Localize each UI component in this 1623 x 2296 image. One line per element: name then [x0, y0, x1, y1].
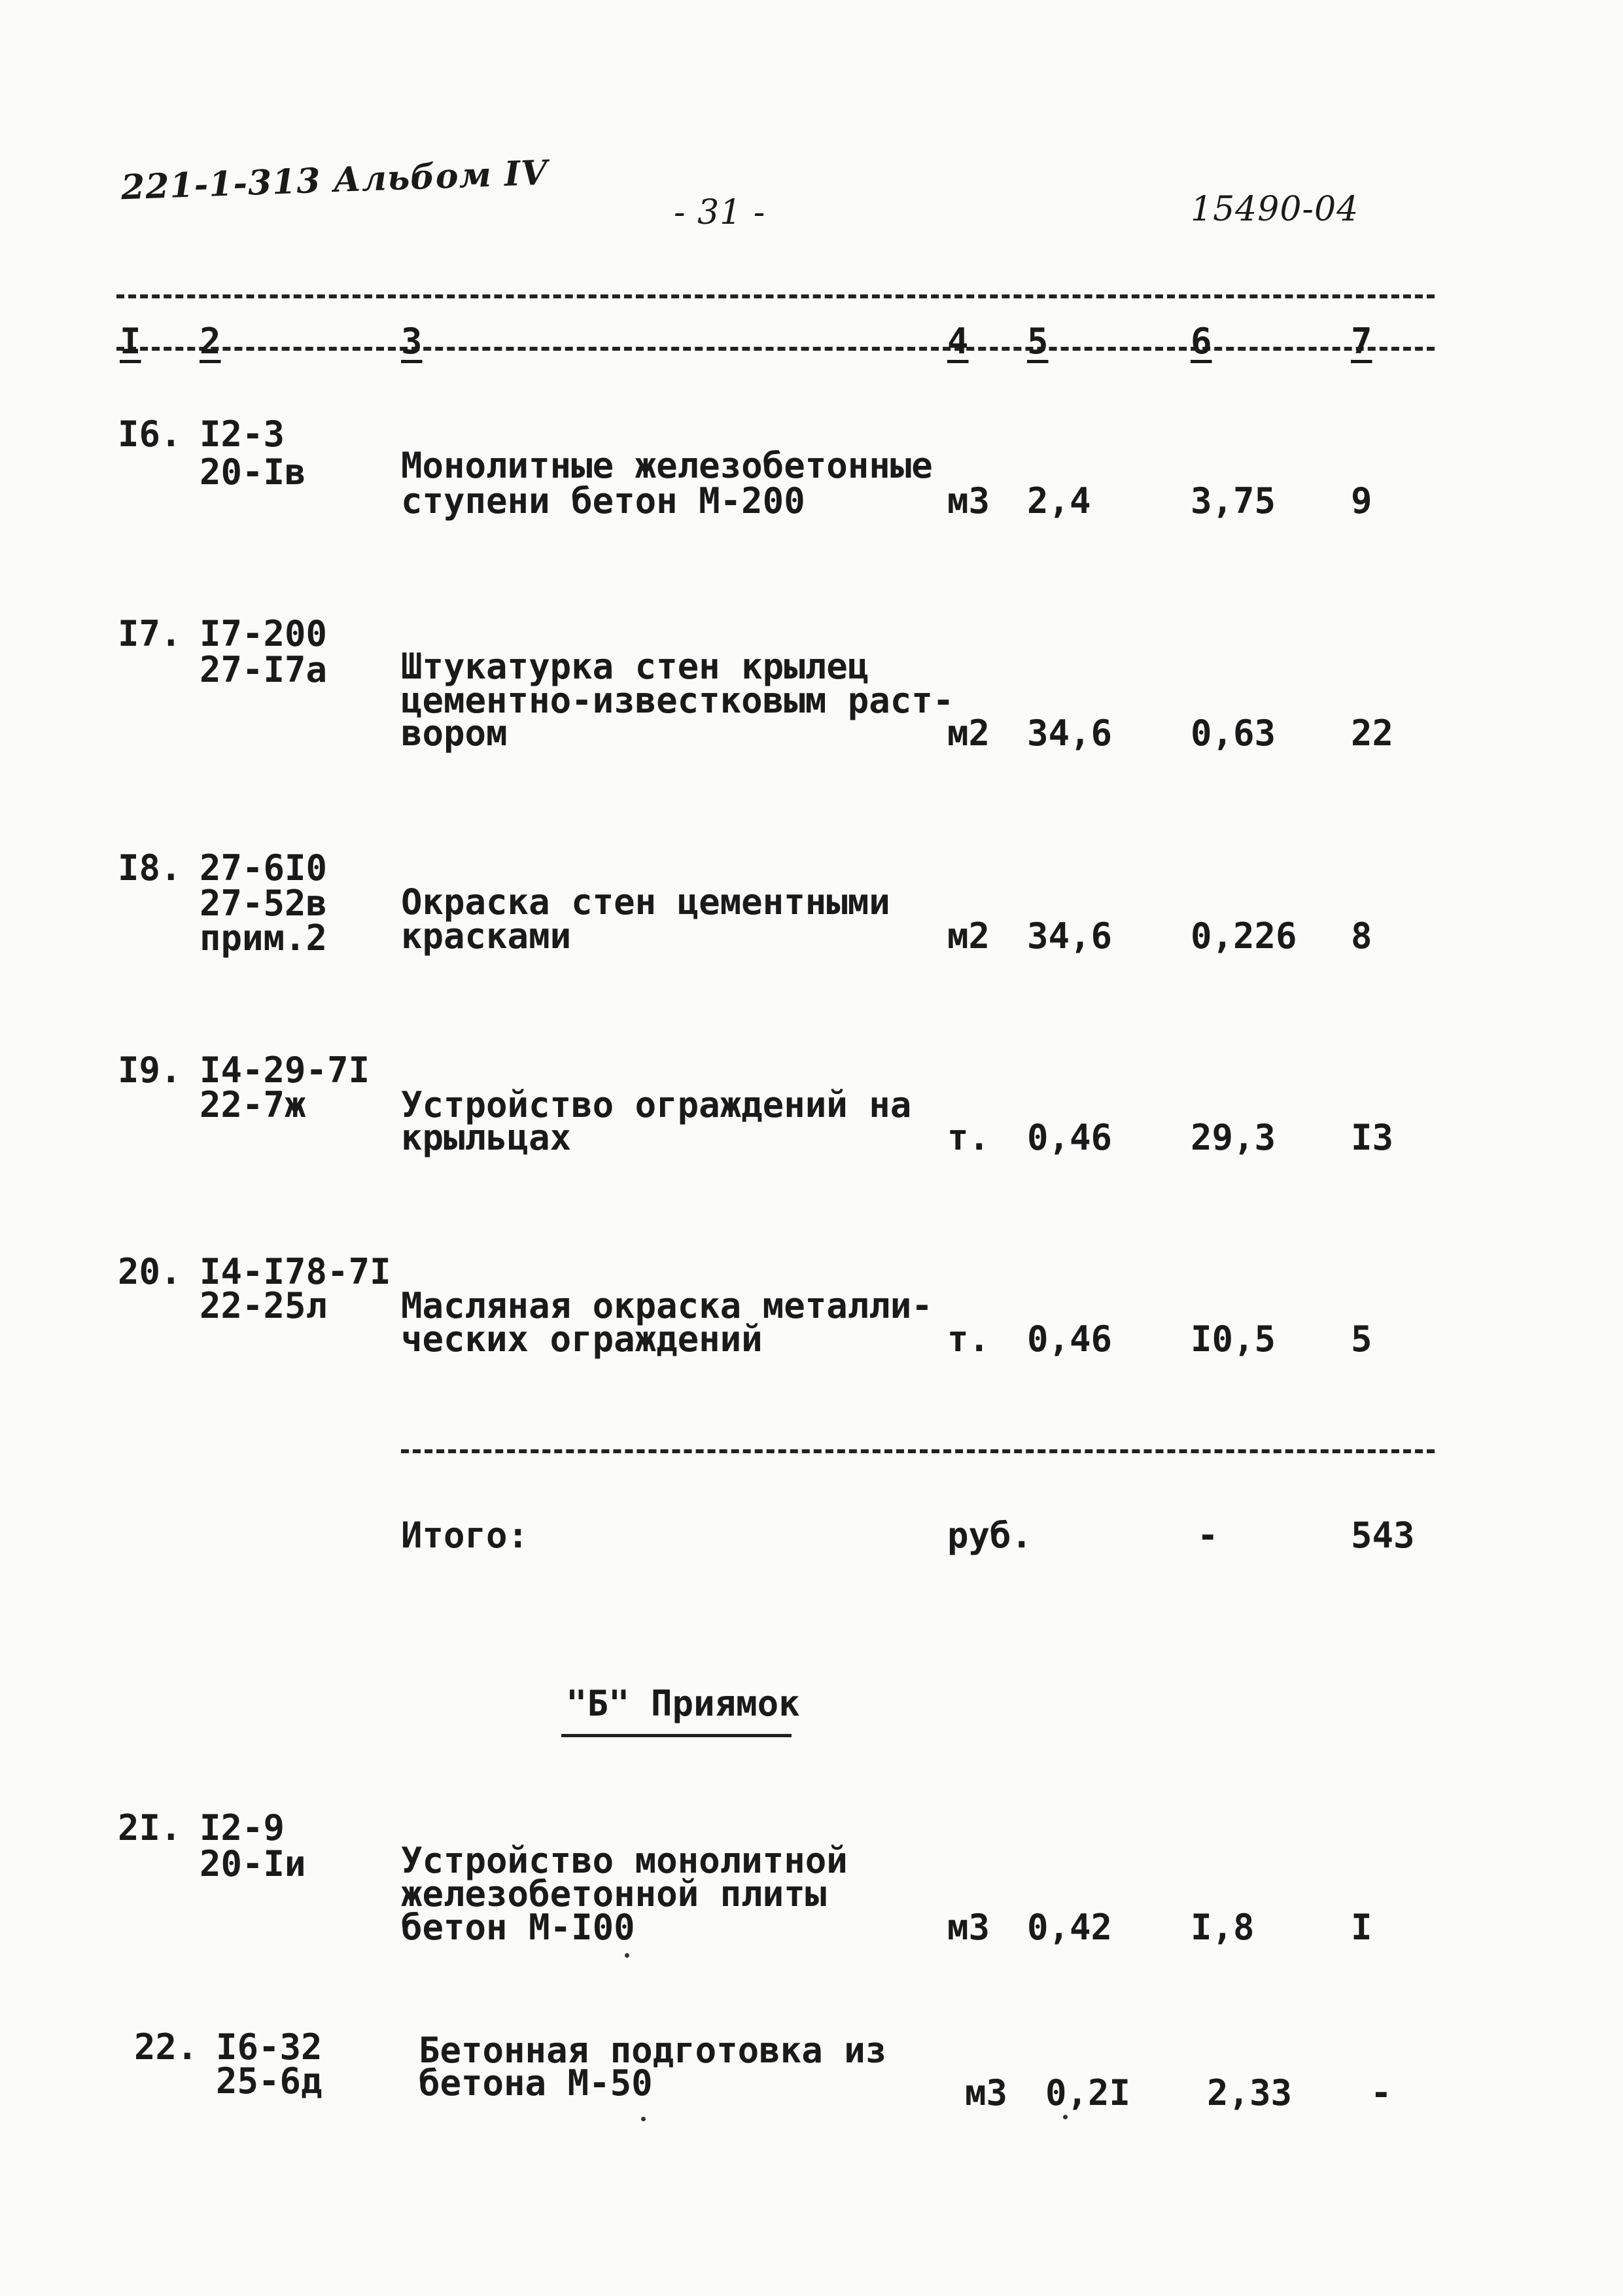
row-unit: т.: [947, 1117, 990, 1158]
row-code: 27-I7а: [200, 649, 328, 690]
row-description: железобетонной плиты: [401, 1873, 827, 1915]
row-description: Масляная окраска металли-: [401, 1285, 933, 1326]
row-description: бетона М-50: [419, 2062, 653, 2104]
row-quantity: 0,46: [1027, 1117, 1113, 1158]
row-description: Монолитные железобетонные: [401, 445, 933, 486]
row-number: 2I.: [118, 1807, 182, 1848]
row-unit-price: I0,5: [1191, 1318, 1276, 1360]
row-unit: м2: [947, 915, 990, 957]
row-cost: 9: [1351, 480, 1372, 521]
row-code: 22-7ж: [200, 1084, 306, 1125]
row-description: Окраска стен цементными: [401, 881, 890, 923]
row-description: Штукатурка стен крылец: [401, 646, 869, 687]
row-cost: I3: [1351, 1117, 1394, 1158]
row-quantity: 0,2I: [1045, 2072, 1131, 2113]
column-header-5: 5: [1027, 321, 1049, 362]
row-number: I9.: [118, 1050, 182, 1091]
row-description: ческих ограждений: [401, 1318, 763, 1360]
row-unit-price: 29,3: [1191, 1117, 1276, 1158]
row-unit-price: I,8: [1191, 1907, 1255, 1948]
row-number: I7.: [118, 613, 182, 654]
page-number: - 31 -: [674, 193, 766, 232]
row-cost: -: [1370, 2072, 1392, 2113]
row-description: ступени бетон М-200: [401, 480, 805, 521]
column-header-7: 7: [1351, 321, 1372, 362]
total-cost: 543: [1351, 1515, 1415, 1556]
row-number: I6.: [118, 414, 182, 455]
archive-number: 15490-04: [1191, 190, 1359, 229]
row-quantity: 2,4: [1027, 480, 1091, 521]
row-code: 27-6I0: [200, 847, 328, 889]
row-unit: м3: [947, 480, 990, 521]
column-header-4: 4: [947, 321, 969, 362]
row-quantity: 34,6: [1027, 915, 1113, 957]
row-unit: м3: [947, 1907, 990, 1948]
total-separator-rule: [401, 1449, 1435, 1453]
row-code: 20-Iи: [200, 1843, 306, 1884]
row-cost: I: [1351, 1907, 1372, 1948]
total-unit: руб.: [947, 1515, 1033, 1556]
row-cost: 22: [1351, 713, 1394, 754]
column-header-2: 2: [200, 321, 221, 362]
row-description: вором: [401, 713, 508, 754]
row-description: цементно-известковым раст-: [401, 680, 954, 721]
row-code: I2-3: [200, 414, 285, 455]
row-code: 22-25л: [200, 1285, 328, 1326]
document-code: 221-1-313 Альбом IV: [120, 152, 549, 208]
header-bottom-rule: [116, 347, 1435, 351]
row-description: Устройство монолитной: [401, 1840, 848, 1881]
row-description: Бетонная подготовка из: [419, 2030, 887, 2071]
row-quantity: 34,6: [1027, 713, 1113, 754]
row-code: I4-I78-7I: [200, 1251, 391, 1292]
row-description: бетон М-I00: [401, 1907, 635, 1948]
row-code: 20-Iв: [200, 451, 306, 493]
row-code: I4-29-7I: [200, 1050, 370, 1091]
section-title-underline: [561, 1734, 792, 1737]
ink-speck: [625, 1953, 629, 1958]
row-description: Устройство ограждений на: [401, 1084, 912, 1125]
ink-speck: [1063, 2115, 1068, 2119]
row-code: I7-200: [200, 613, 328, 654]
row-number: I8.: [118, 847, 182, 889]
row-unit: м2: [947, 713, 990, 754]
row-unit: т.: [947, 1318, 990, 1360]
row-cost: 8: [1351, 915, 1372, 957]
column-header-6: 6: [1191, 321, 1212, 362]
row-number: 20.: [118, 1251, 182, 1292]
row-description: крыльцах: [401, 1117, 572, 1158]
row-cost: 5: [1351, 1318, 1372, 1360]
section-title: "Б" Приямок: [566, 1683, 800, 1724]
total-label: Итого:: [401, 1515, 529, 1556]
row-unit-price: 0,226: [1191, 915, 1297, 957]
column-header-1: I: [120, 321, 141, 362]
row-unit-price: 2,33: [1207, 2072, 1293, 2113]
row-code: I2-9: [200, 1807, 285, 1848]
row-description: красками: [401, 915, 572, 957]
ink-speck: [641, 2117, 646, 2121]
header-top-rule: [116, 294, 1435, 298]
row-code: I6-32: [216, 2026, 323, 2068]
row-unit: м3: [965, 2072, 1008, 2113]
column-header-3: 3: [401, 321, 423, 362]
row-unit-price: 0,63: [1191, 713, 1276, 754]
row-number: 22.: [134, 2026, 198, 2068]
row-code: 27-52в: [200, 883, 328, 924]
row-code: прим.2: [200, 917, 328, 959]
row-unit-price: 3,75: [1191, 480, 1276, 521]
row-quantity: 0,42: [1027, 1907, 1113, 1948]
row-quantity: 0,46: [1027, 1318, 1113, 1360]
total-price: -: [1197, 1515, 1219, 1556]
row-code: 25-6д: [216, 2060, 323, 2102]
